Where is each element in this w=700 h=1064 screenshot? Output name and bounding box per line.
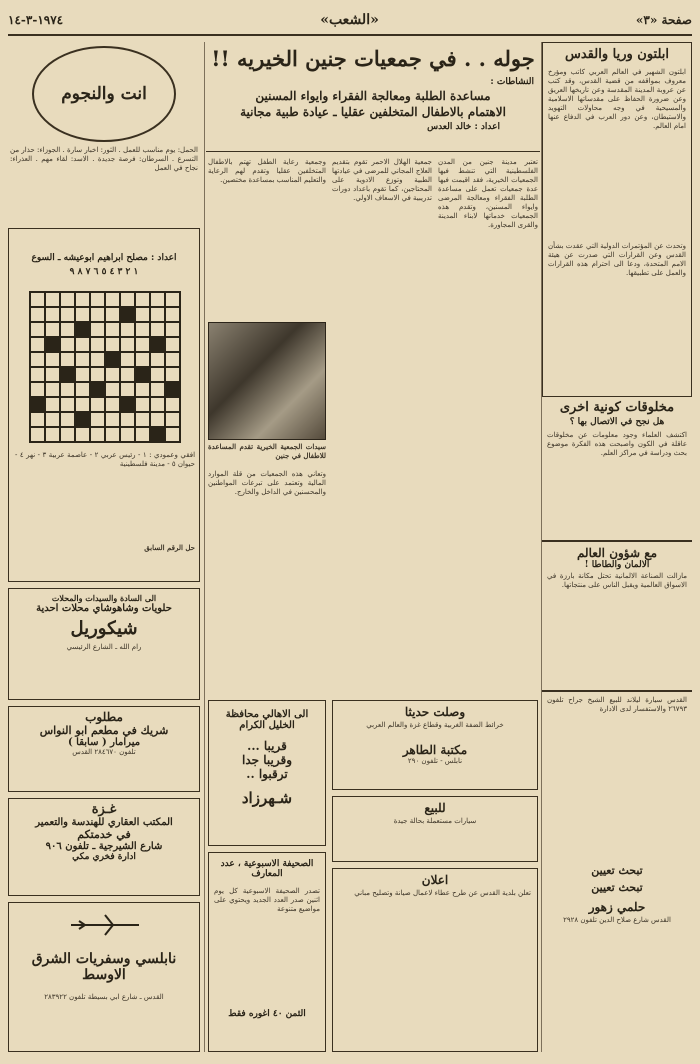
article-body: ابلتون الشهير في العالم العربي كاتب ومؤرخ معروف بمواقفه من قضية القدس، وقد كتب عن عروبة المدينة المقدسة وعن تاريخها العريق وعن ضرورة الحفاظ على مقدساتها الاسلامية والمسيحية في وجه محاولات التهويد والاستيطان، وعن دور العرب في الدفاع عنها امام العالم. <box>548 68 686 130</box>
crossword-section <box>8 228 200 582</box>
weekly-price: الثمن ٤٠ اغوره فقط <box>228 1009 306 1019</box>
page-header <box>8 6 692 36</box>
byline <box>206 122 500 132</box>
promo-line-3: ترقبوا .. <box>246 767 288 781</box>
shop-name: شيكوريل <box>70 618 138 639</box>
issue-date: ١٩٧٤-٣-١٤ <box>8 13 64 27</box>
column-divider <box>541 42 542 1052</box>
wanted-title: مطلوب <box>85 710 123 724</box>
wanted-ad <box>8 706 200 792</box>
classified-text: القدس سيارة ليلاند للبيع الشيخ جراح تلفون ٢٦٧٩٣ والاستفسار لدى الادارة <box>547 696 687 713</box>
wanted-phone: تلفون ٢٨٤٦٧٠ القدس <box>72 748 136 756</box>
horoscope-text: الحمل: يوم مناسب للعمل . الثور: اخبار سارة . الجوزاء: حذار من التسرع . السرطان: فرصة جديدة . الاسد: لقاء مهم . العذراء: نجاح في العمل <box>10 146 198 172</box>
main-article-col-1: تعتبر مدينة جنين من المدن الفلسطينية التي تنشط فيها الجمعيات الخيرية، فقد اقيمت فيها عدة جمعيات تعمل على مساعدة الطلبة الفقراء ومعالجة المرضى وايواء المسنين، وتقدم هذه الجمعيات خدماتها لابناء المدينة والقرى المجاورة. <box>438 158 538 229</box>
activities-label: النشاطات : <box>490 77 534 87</box>
promo-title: الى الاهالي محافظة الخليل الكرام <box>225 709 309 731</box>
main-article-col-4: وتعاني هذه الجمعيات من قلة الموارد المالية وتعتمد على تبرعات المواطنين والمحسنين في الداخل والخارج. <box>208 470 326 496</box>
article-jerusalem <box>542 42 692 397</box>
ad-title-3: حلمي زهور <box>588 900 646 914</box>
announcement <box>332 868 538 1052</box>
gaza-title: غـزة <box>91 802 117 817</box>
travel-title: نابلسي وسفريات الشرق الاوسط <box>31 951 177 983</box>
horoscope-logo <box>32 46 176 142</box>
maps-store: مكتبة الطاهر <box>402 743 468 757</box>
article-title: ابلتون وريا والقدس <box>564 47 670 62</box>
weekly-box <box>208 852 326 1052</box>
byline-label: اعداد : <box>474 122 500 132</box>
maps-phone: نابلس - تلفون ٢٩٠ <box>407 757 463 765</box>
article-subtitle: الالمان والطاطا ! <box>584 560 650 570</box>
travel-ad <box>8 902 200 1052</box>
article-world <box>542 540 692 685</box>
maps-ad <box>332 700 538 790</box>
article-body: مازالت الصناعة الالمانية تحتل مكانة بارزة في الاسواق العالمية ويقبل الناس على منتجاتها. <box>547 572 687 589</box>
sale-title: للبيع <box>424 801 446 815</box>
crossword-clues: افقي وعمودي : ١ - رئيس عربي ٢ - عاصمة عربية ٣ - نهر ٤ - حيوان ٥ - مدينة فلسطينية <box>15 451 195 468</box>
crossword-numbers: ١ ٢ ٣ ٤ ٥ ٦ ٧ ٨ ٩ <box>69 267 139 277</box>
ad-text-3: القدس شارع صلاح الدين تلفون ٢٩٢٨ <box>563 916 671 924</box>
promo-line-2: وقريبا جدا <box>242 753 292 767</box>
maps-text: خرائط الضفة الغربية وقطاع غزة والعالم العربي <box>366 721 504 729</box>
main-article-col-3: وجمعية رعاية الطفل تهتم بالاطفال المتخلفين عقليا وتقدم لهم الرعاية والتعليم المناسب بمساعدة مختصين. <box>208 158 326 184</box>
gaza-office: المكتب العقاري للهندسة والتعمير <box>35 817 173 828</box>
airplane-icon <box>69 911 141 939</box>
article-body: اكتشف العلماء وجود معلومات عن مخلوقات عاقلة في الكون واصبحت هذه الفكرة موضوع بحث ودراسة في مراكز العلم. <box>547 431 687 457</box>
wanted-text: شريك في مطعم ابو النواس <box>39 724 169 737</box>
article-subtitle: هل نجح في الاتصال بها ؟ <box>569 417 665 427</box>
crossword-solution: حل الرقم السابق <box>144 543 195 552</box>
promo-line-4: شـهرزاد <box>241 789 293 807</box>
classifieds-right <box>542 690 692 1050</box>
horoscope-section <box>8 42 200 224</box>
main-article-header <box>206 42 540 152</box>
sale-ad <box>332 796 538 862</box>
paper-name: «الشعب» <box>320 12 379 28</box>
shop-intro: الى السادة والسيدات والمحلات <box>51 593 157 603</box>
wanted-sub: ميرامار ( سابقا ) <box>67 737 141 748</box>
ad-title-2: تبحث تعيين <box>591 881 643 894</box>
deck-line-1: مساعدة الطلبة ومعالجة الفقراء وايواء المسنين <box>255 89 491 103</box>
travel-text: القدس ـ شارع ابي بسيطة تلفون ٢٨٣٩٢٢ <box>44 993 164 1001</box>
weekly-title: الصحيفة الاسبوعية ، عدد المعارف <box>220 859 314 879</box>
weekly-text: تصدر الصحيفة الاسبوعية كل يوم اثنين صدر العدد الجديد ويحتوي على مواضيع متنوعة <box>214 887 320 913</box>
column-divider <box>204 42 205 1052</box>
announcement-text: تعلن بلدية القدس عن طرح عطاء لاعمال صيانة وتصليح مباني <box>354 889 531 897</box>
promo-box <box>208 700 326 846</box>
page-label: صفحة «٣» <box>635 13 692 27</box>
article-body-2: وتحدث عن المؤتمرات الدولية التي عقدت بشأن القدس وعن القرارات التي صدرت عن هيئة الامم المتحدة، ودعا الى احترام هذه القرارات والعمل على تطبيقها. <box>548 242 686 277</box>
gaza-manager: ادارة فخري مكي <box>72 852 136 862</box>
shop-text: رام الله ـ الشارع الرئيسي <box>66 643 142 651</box>
maps-title: وصلت حديثا <box>404 705 466 719</box>
crossword-title: اعداد : مصلح ابراهيم ابوعيشه ـ السوع <box>31 253 177 263</box>
crossword-grid[interactable] <box>29 291 181 443</box>
promo-line-1: قريبا ... <box>247 739 287 753</box>
headline: جوله . . في جمعيات جنين الخيريه !! <box>211 46 535 71</box>
shop-sub: حلويات وشاهوشاي محلات احدية <box>36 603 172 614</box>
article-photo <box>208 322 326 440</box>
article-title: مخلوقات كونية اخرى <box>559 400 675 415</box>
article-cosmic <box>542 400 692 530</box>
byline-name: خالد العدس <box>427 122 472 132</box>
gaza-address: شارع الشيرجية ـ تلفون ٩٠٦ <box>45 841 163 852</box>
main-article-col-2: جمعية الهلال الاحمر تقوم بتقديم العلاج المجاني للمرضى في عيادتها الطبية وتوزع الادوية على المحتاجين، كما تقوم باعداد دورات تدريبية في الاسعاف الاولي. <box>332 158 432 202</box>
deck-line-2: الاهتمام بالاطفال المتخلفين عقليا ـ عيادة طبية مجانية <box>240 105 506 119</box>
horoscope-title: انت والنجوم <box>61 84 147 104</box>
gaza-sub: في خدمتكم <box>77 828 131 841</box>
shikurel-ad <box>8 588 200 700</box>
article-title: مع شؤون العالم <box>576 546 658 560</box>
ad-title: تبحث تعيين <box>591 864 643 877</box>
sale-text: سيارات مستعملة بحالة جيدة <box>393 817 477 825</box>
photo-caption: سيدات الجمعية الخيرية تقدم المساعدة للاطفال في جنين <box>208 442 326 460</box>
announcement-title: اعلان <box>421 873 449 887</box>
gaza-ad <box>8 798 200 896</box>
